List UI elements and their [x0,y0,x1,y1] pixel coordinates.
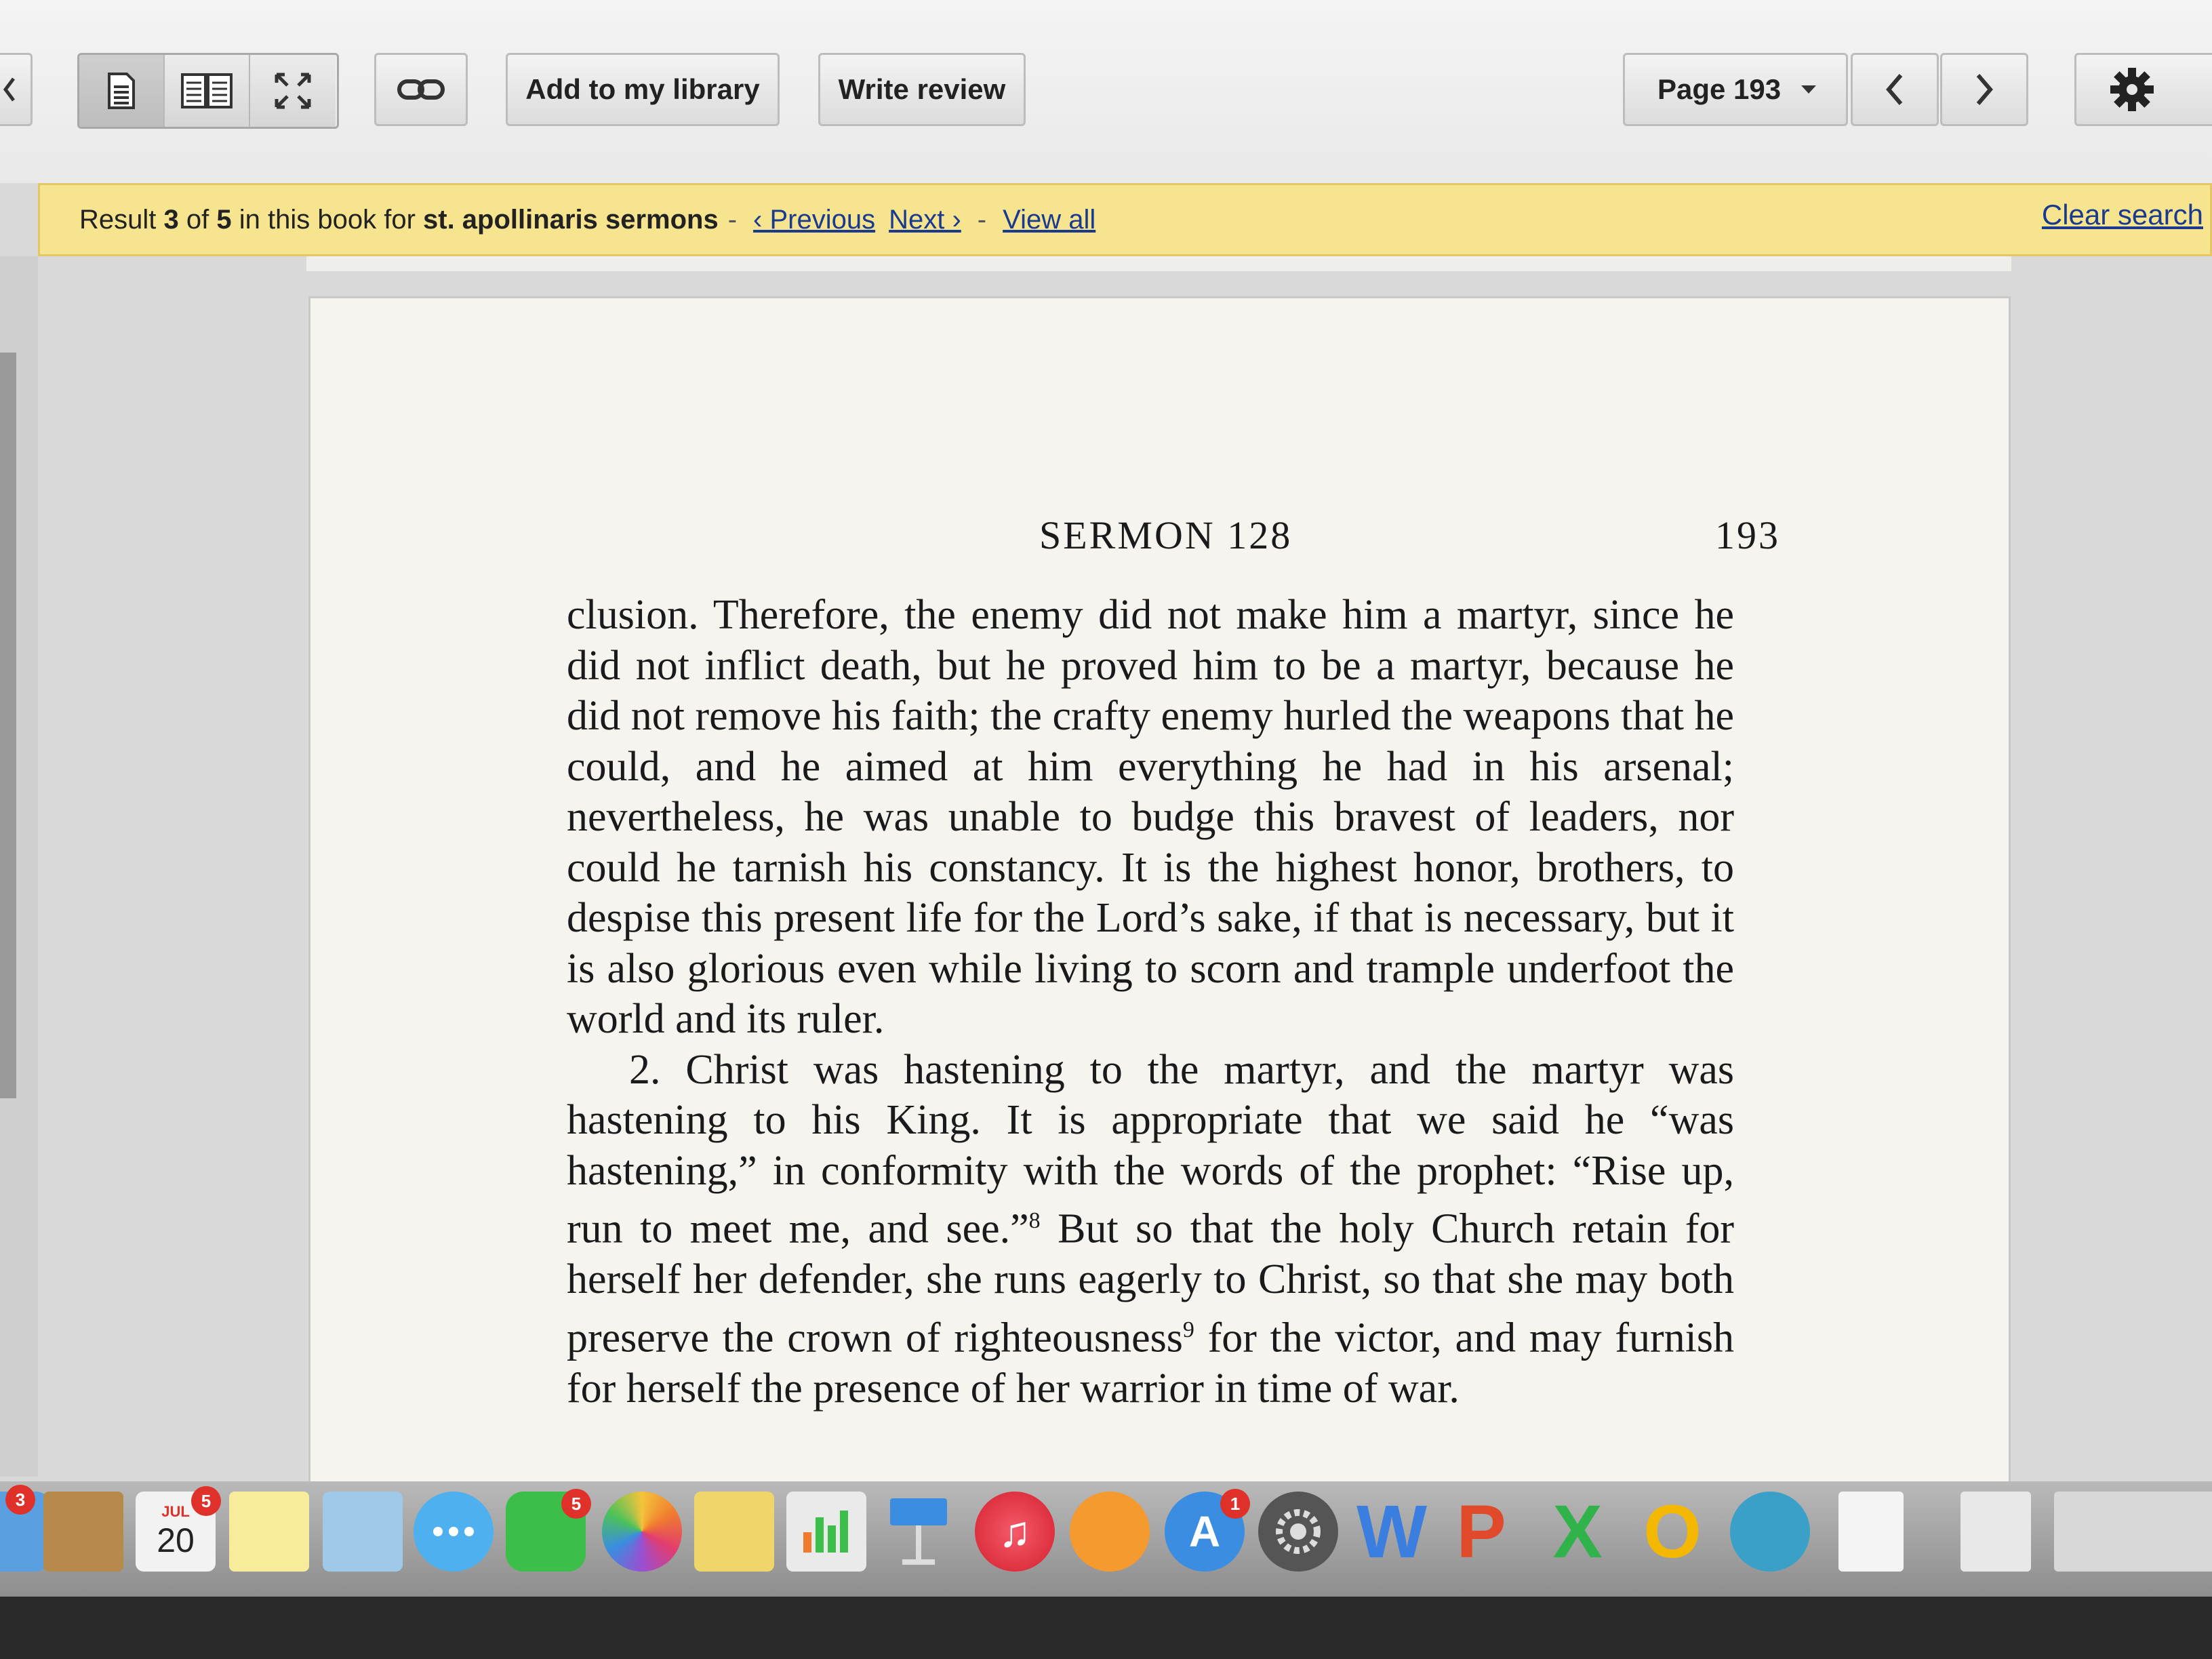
dock-stack-icon[interactable] [1960,1492,2031,1572]
dock-preview-icon[interactable] [323,1492,403,1572]
gear-icon [1271,1504,1325,1559]
dock-system-preferences-icon[interactable] [1258,1492,1338,1572]
dock-itunes-icon[interactable]: ♫ [975,1492,1055,1572]
result-mid-text: in this book for [239,204,416,235]
dock-notes-icon[interactable] [229,1492,309,1572]
result-of: of [186,204,209,235]
paragraph-2-part-b: But so that the holy Church retain for herself her defender, she runs eagerly to Christ, so that she may both preserve the crown of righteousness [567,1205,1734,1361]
dock-ibooks-icon[interactable] [1070,1492,1150,1572]
dock-numbers-icon[interactable] [786,1492,866,1572]
screen-bezel [0,1597,2212,1659]
clear-search-link[interactable]: Clear search [2041,199,2203,231]
dock-word-icon[interactable]: W [1356,1490,1427,1574]
back-button[interactable] [0,53,33,126]
page-select-label: Page 193 [1657,73,1782,105]
calendar-day: 20 [157,1521,195,1559]
dock-pages-icon[interactable] [694,1492,774,1572]
separator: - [727,204,738,235]
footnote-marker[interactable]: 9 [1182,1317,1194,1342]
dock-appstore-icon[interactable]: A [1165,1492,1245,1572]
dock-document-icon[interactable] [1838,1492,1904,1572]
paragraph-2-part-a: 2. Christ was hastening to the martyr, and the martyr was hastening to his King. It is appropriate that we said he “was hastening,” in conformity with the words of the prophet: “Rise up, run to meet me, and see.” [567,1046,1734,1252]
partial-next-line [687,1470,1704,1481]
page-select[interactable] [1623,53,1848,126]
previous-result-link[interactable]: ‹ Previous [753,204,876,235]
dock-keynote-icon[interactable] [879,1492,959,1572]
view-mode-group [77,53,339,129]
dock-minimized-window[interactable] [2054,1492,2212,1572]
chevron-left-icon [1885,73,1905,106]
paragraph-1: clusion. Therefore, the enemy did not make him a martyr, since he did not inflict death, but he proved him to be a martyr, because he did not remove his faith; the crafty enemy hurled the weapons that he could, and he aimed at him everything he had in his arsenal; nevertheless, he was unable to budge this bravest of leaders, nor could he tarnish his constancy. It is the highest honor, brothers, to despise this present life for the Lord’s sake, if that is necessary, but it is also glorious even while living to scorn and trample underfoot the world and its ruler. [567,592,1734,1042]
single-page-icon [106,72,136,110]
result-prefix: Result [79,204,157,235]
previous-page-edge [306,256,2011,271]
dock-downloads-icon[interactable] [1730,1492,1810,1572]
mail-badge: 3 [5,1485,35,1515]
search-result-bar [38,183,2212,256]
next-result-link[interactable]: Next › [889,204,961,235]
separator: - [977,204,987,235]
book-page [310,298,2009,1481]
result-total: 5 [216,204,232,235]
next-page-button[interactable] [1940,53,2028,126]
dock-photos-icon[interactable] [602,1492,682,1572]
facetime-badge: 5 [561,1489,591,1519]
single-page-view-button[interactable] [79,55,165,127]
calendar-badge: 5 [191,1486,221,1516]
ellipsis-icon [430,1525,477,1538]
dock-excel-icon[interactable]: X [1552,1490,1603,1574]
fullscreen-button[interactable] [250,55,336,127]
running-title: SERMON 128 [1039,513,1293,557]
dock-outlook-icon[interactable]: O [1643,1490,1702,1574]
gear-icon [2109,66,2155,113]
chevron-left-icon [3,76,16,103]
paragraph-2 [567,1045,1734,1414]
bar-chart-icon [799,1508,853,1555]
search-result-summary [79,205,719,235]
link-icon [397,77,445,102]
link-button[interactable] [374,53,468,126]
previous-page-button[interactable] [1851,53,1939,126]
page-number: 193 [1715,513,1780,557]
reader-toolbar [0,0,2212,183]
dock-messages-icon[interactable] [414,1492,494,1572]
settings-button[interactable] [2074,53,2212,126]
podium-icon [885,1494,952,1569]
footnote-marker[interactable]: 8 [1028,1208,1041,1233]
add-to-library-button[interactable]: Add to my library [506,53,780,126]
two-page-view-button[interactable] [165,55,250,127]
vertical-scrollbar[interactable] [0,353,16,1098]
result-number: 3 [163,204,179,235]
view-all-link[interactable]: View all [1003,204,1096,235]
chevron-right-icon [1974,73,1994,106]
appstore-badge: 1 [1220,1489,1250,1519]
search-query: st. apollinaris sermons [423,204,719,235]
fullscreen-icon [273,71,313,111]
write-review-button[interactable]: Write review [818,53,1026,126]
two-page-icon [180,72,233,110]
paragraph-2-part-c: for the victor, and may furnish for herself the presence of her warrior in time of war. [567,1315,1734,1412]
caret-down-icon [1800,84,1817,95]
page-body [567,590,1734,1414]
dock-powerpoint-icon[interactable]: P [1456,1490,1506,1574]
calendar-month: JUL [161,1503,190,1520]
dock-contacts-icon[interactable] [43,1492,123,1572]
